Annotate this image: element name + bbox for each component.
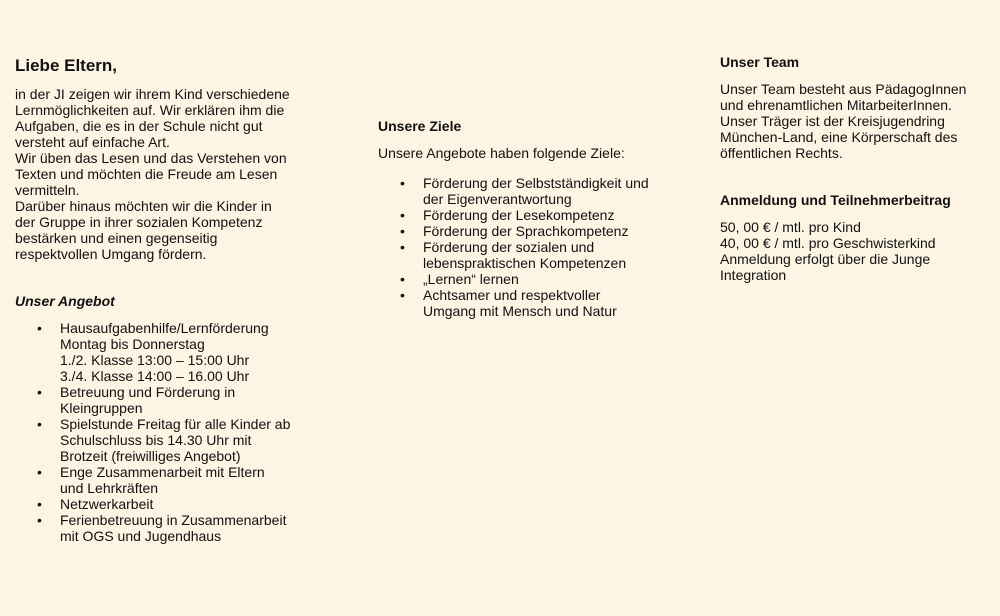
list-item: • Hausaufgabenhilfe/Lernförderung Montag bis Donnerstag 1./2. Klasse 13:00 – 15:00 Uhr 3./4. Klasse 14:00 – 16.00 Uhr (15, 320, 300, 384)
goals-list (378, 175, 668, 319)
goals-heading: Unsere Ziele (378, 118, 462, 134)
list-item: • Betreuung und Förderung in Kleingruppen (15, 384, 300, 416)
intro-paragraph: in der JI zeigen wir ihrem Kind verschiedene Lernmöglichkeiten auf. Wir erklären ihm die Aufgaben, die es in der Schule nicht gut versteht auf einfache Art. Wir üben das Lesen und das Verstehen von Texten und möchten die Freude am Lesen vermitteln. Darüber hinaus möchten wir die Kinder in der Gruppe in ihrer sozialen Kompetenz bestärken und einen gegenseitig respektvollen Umgang fördern. (15, 86, 290, 262)
list-item: • Förderung der Sprachkompetenz (378, 223, 668, 239)
team-heading: Unser Team (720, 54, 800, 70)
offer-list (15, 320, 300, 544)
fee-paragraph: 50, 00 € / mtl. pro Kind 40, 00 € / mtl. pro Geschwisterkind Anmeldung erfolgt über die Junge Integration (720, 219, 936, 283)
list-item: • Förderung der Selbstständigkeit und der Eigenverantwortung (378, 175, 668, 207)
list-item: • Ferienbetreuung in Zusammenarbeit mit OGS und Jugendhaus (15, 512, 300, 544)
fee-heading: Anmeldung und Teilnehmerbeitrag (720, 192, 951, 208)
goals-intro: Unsere Angebote haben folgende Ziele: (378, 145, 625, 161)
offer-heading: Unser Angebot (15, 293, 115, 309)
list-item: • Förderung der Lesekompetenz (378, 207, 668, 223)
team-paragraph: Unser Team besteht aus PädagogInnen und ehrenamtlichen MitarbeiterInnen. Unser Träger ist der Kreisjugendring München-Land, eine Körperschaft des öffentlichen Rechts. (720, 81, 967, 161)
list-item: • Förderung der sozialen und lebenspraktischen Kompetenzen (378, 239, 668, 271)
list-item: • Achtsamer und respektvoller Umgang mit Mensch und Natur (378, 287, 668, 319)
list-item: • Enge Zusammenarbeit mit Eltern und Lehrkräften (15, 464, 300, 496)
list-item: • Spielstunde Freitag für alle Kinder ab Schulschluss bis 14.30 Uhr mit Brotzeit (freiwilliges Angebot) (15, 416, 300, 464)
greeting-heading: Liebe Eltern, (15, 56, 118, 75)
list-item: • Netzwerkarbeit (15, 496, 300, 512)
list-item: • „Lernen“ lernen (378, 271, 668, 287)
